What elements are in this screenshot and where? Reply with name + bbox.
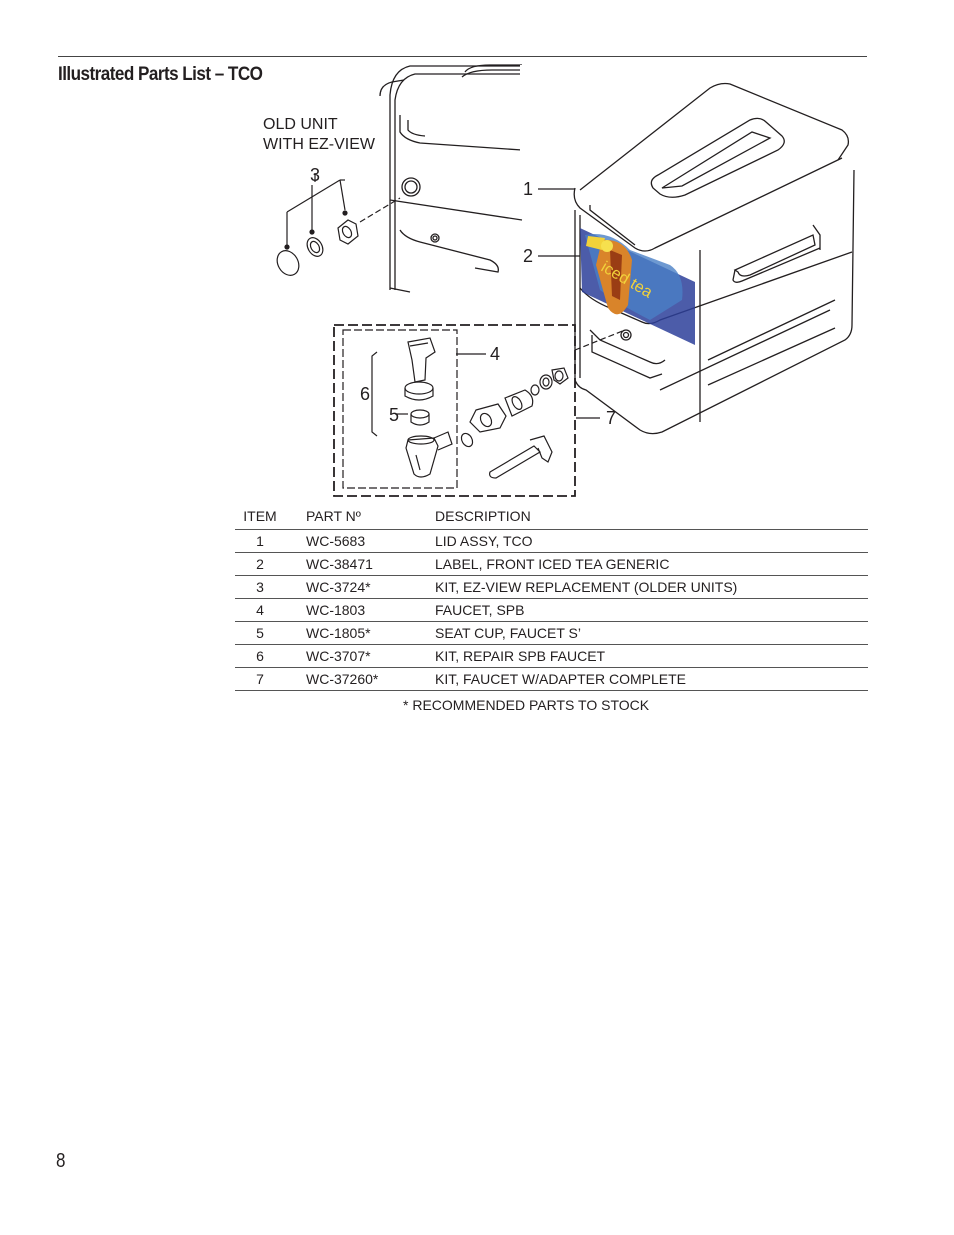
table-row [235, 668, 868, 691]
table-row [235, 530, 868, 553]
row-description: KIT, FAUCET W/ADAPTER COMPLETE [435, 668, 868, 691]
old-unit-label-line2: WITH EZ-VIEW [263, 136, 375, 153]
old-unit-drawing [380, 65, 522, 292]
callout-7: 7 [606, 408, 617, 428]
row-item: 7 [235, 668, 285, 691]
ez-view-parts [273, 180, 400, 279]
header-description: DESCRIPTION [435, 503, 868, 530]
top-rule [58, 56, 867, 57]
table-row [235, 553, 868, 576]
callout-1: 1 [523, 179, 534, 199]
row-item: 1 [235, 530, 285, 553]
table-row [235, 576, 868, 599]
row-part-number: WC-1803 [285, 599, 435, 622]
parts-table [235, 503, 868, 691]
table-row [235, 622, 868, 645]
callout-2: 2 [523, 246, 534, 266]
row-part-number: WC-37260* [285, 668, 435, 691]
header-item: ITEM [235, 503, 285, 530]
row-description: FAUCET, SPB [435, 599, 868, 622]
row-description: LABEL, FRONT ICED TEA GENERIC [435, 553, 868, 576]
parts-illustration [230, 60, 870, 505]
row-part-number: WC-3707* [285, 645, 435, 668]
table-row [235, 645, 868, 668]
row-item: 5 [235, 622, 285, 645]
callout-6: 6 [360, 384, 371, 404]
callout-5: 5 [389, 405, 400, 425]
row-description: KIT, REPAIR SPB FAUCET [435, 645, 868, 668]
row-description: LID ASSY, TCO [435, 530, 868, 553]
row-item: 2 [235, 553, 285, 576]
row-part-number: WC-5683 [285, 530, 435, 553]
header-part: PART Nº [285, 503, 435, 530]
faucet-kit-box [334, 325, 625, 496]
row-item: 3 [235, 576, 285, 599]
old-unit-label-line1: OLD UNIT [263, 116, 338, 133]
row-part-number: WC-38471 [285, 553, 435, 576]
faucet-parts [372, 338, 568, 478]
row-part-number: WC-1805* [285, 622, 435, 645]
row-description: SEAT CUP, FAUCET S’ [435, 622, 868, 645]
callout-4: 4 [490, 344, 501, 364]
table-footnote: * RECOMMENDED PARTS TO STOCK [403, 697, 650, 713]
row-item: 6 [235, 645, 285, 668]
iced-tea-label [580, 228, 695, 345]
page-number: 8 [56, 1150, 66, 1172]
page-title: Illustrated Parts List – TCO [58, 64, 263, 85]
row-part-number: WC-3724* [285, 576, 435, 599]
callout-3: 3 [310, 165, 321, 185]
row-item: 4 [235, 599, 285, 622]
row-description: KIT, EZ-VIEW REPLACEMENT (OLDER UNITS) [435, 576, 868, 599]
parts-diagram-svg [230, 60, 870, 505]
label-text: iced tea [598, 258, 656, 302]
table-row [235, 599, 868, 622]
table-header-row [235, 503, 868, 530]
